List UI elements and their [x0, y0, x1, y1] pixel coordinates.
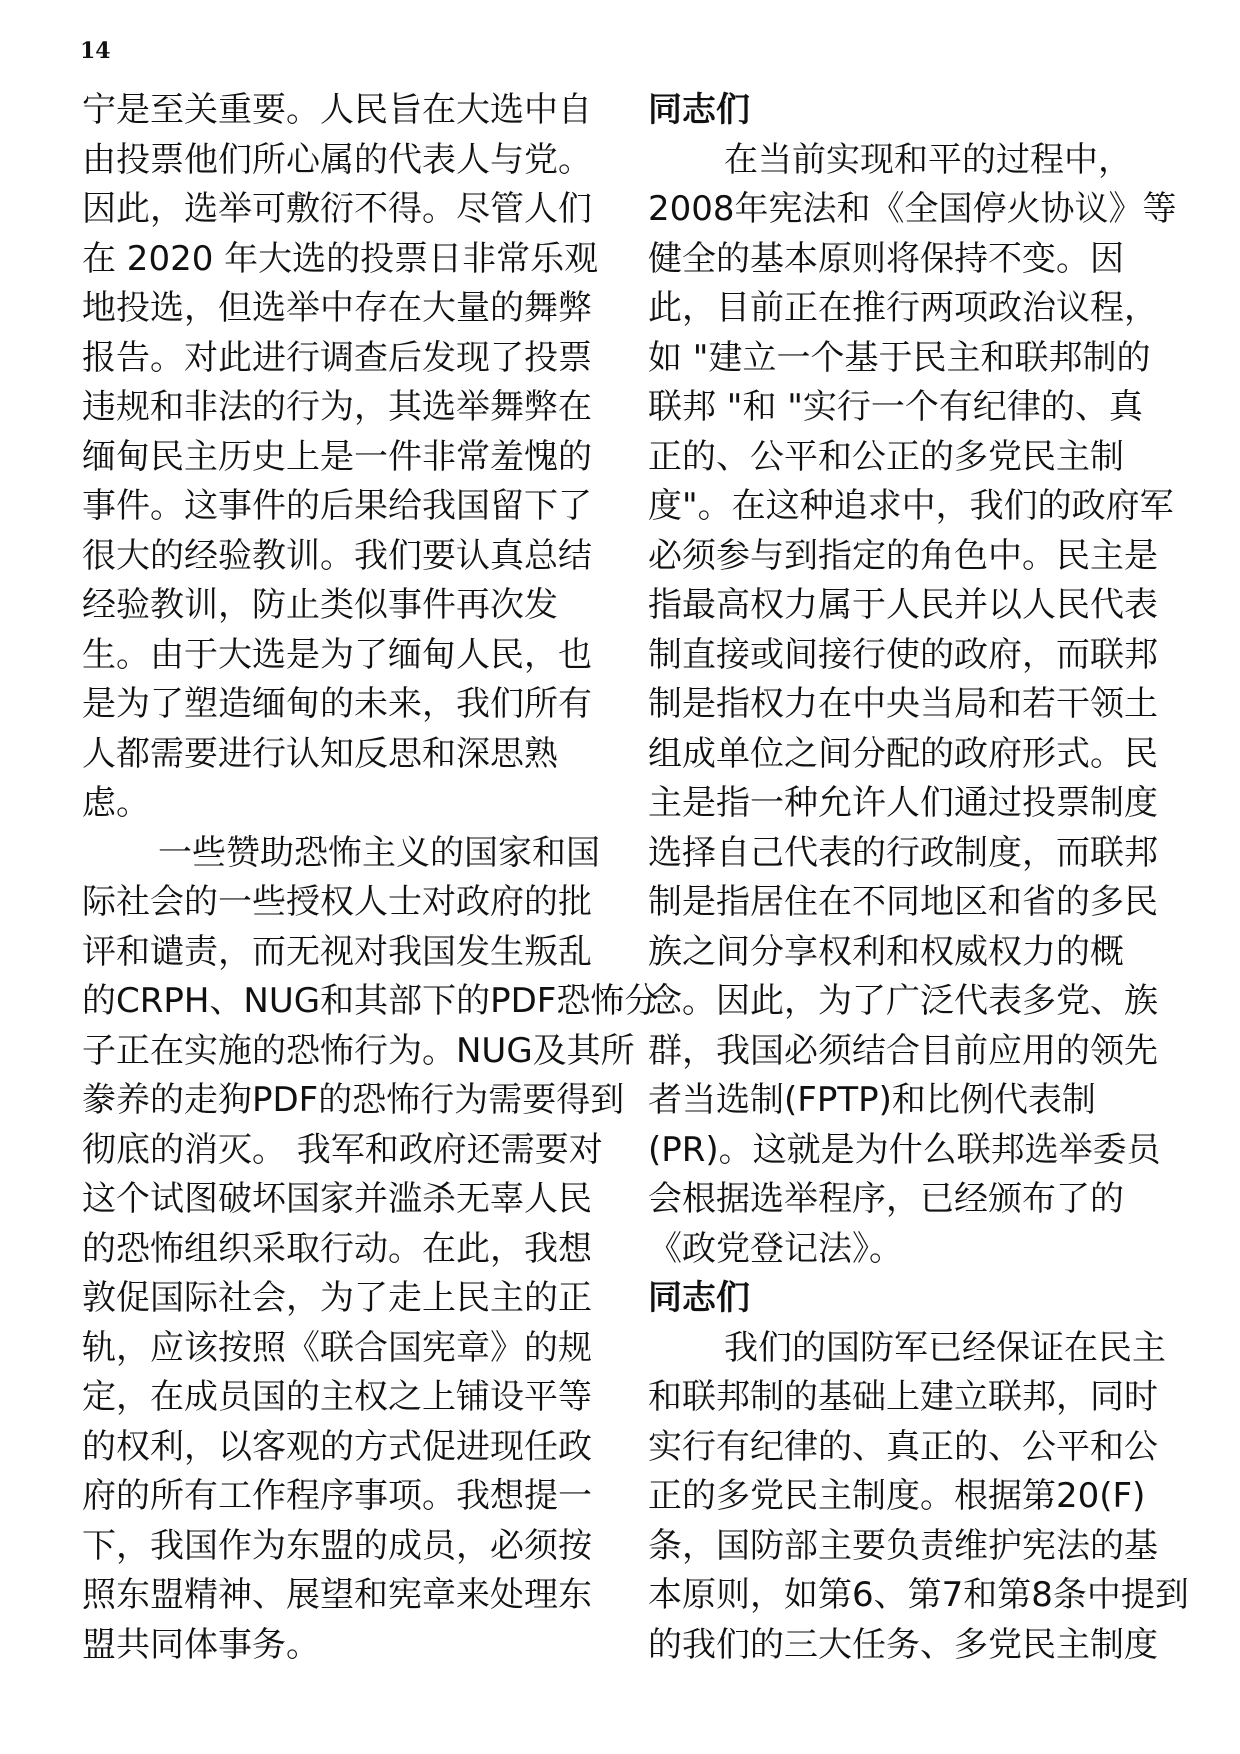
text-line: 是为了塑造缅甸的未来，我们所有: [82, 684, 592, 724]
text-line: 选择自己代表的行政制度，而联邦: [648, 832, 1158, 873]
text-line: 者当选制(FPTP)和比例代表制: [648, 1080, 1096, 1120]
text-line: 联邦 "和 "实行一个有纪律的、真: [648, 387, 1143, 427]
text-line: 违规和非法的行为，其选举舞弊在: [82, 387, 592, 427]
text-line: 的我们的三大任务、多党民主制度: [648, 1624, 1158, 1665]
text-line: 子正在实施的恐怖行为。NUG及其所: [82, 1030, 635, 1071]
paragraph: [648, 1324, 1189, 1671]
paragraph: [82, 829, 659, 1671]
section-heading: 同志们: [648, 90, 750, 130]
text-line: 实行有纪律的、真正的、公平和公: [648, 1426, 1158, 1467]
text-line: 评和谴责，而无视对我国发生叛乱: [82, 931, 592, 972]
text-line: 人都需要进行认知反思和深思熟: [82, 733, 558, 774]
text-line: 地投选，但选举中存在大量的舞弊: [82, 288, 592, 328]
text-line: 主是指一种允许人们通过投票制度: [648, 783, 1158, 823]
text-line: 虑。: [82, 783, 150, 823]
text-line: 因此，选举可敷衍不得。尽管人们: [82, 189, 592, 229]
text-line: 府的所有工作程序事项。我想提一: [82, 1476, 592, 1516]
text-line: 生。由于大选是为了缅甸人民，也: [82, 634, 592, 675]
text-line: 制是指居住在不同地区和省的多民: [648, 882, 1158, 922]
text-line: 的权利，以客观的方式促进现任政: [82, 1426, 592, 1467]
text-line: 制直接或间接行使的政府，而联邦: [648, 634, 1158, 675]
text-line: 群，我国必须结合目前应用的领先: [648, 1030, 1158, 1071]
text-line: 经验教训，防止类似事件再次发: [82, 585, 558, 625]
paragraph: [648, 136, 1177, 1275]
text-line: 豢养的走狗PDF的恐怖行为需要得到: [82, 1080, 625, 1120]
text-line: 我们的国防军已经保证在民主: [724, 1327, 1166, 1368]
text-line: 正的、公平和公正的多党民主制: [648, 436, 1124, 477]
text-line: 指最高权力属于人民并以人民代表: [648, 585, 1158, 625]
text-line: 照东盟精神、展望和宪章来处理东: [82, 1575, 592, 1615]
text-line: 组成单位之间分配的政府形式。民: [648, 733, 1158, 774]
right-column: [648, 86, 1189, 1670]
text-line: 报告。对此进行调查后发现了投票: [82, 337, 592, 378]
text-line: 际社会的一些授权人士对政府的批: [82, 882, 592, 922]
text-line: 《政党登记法》。: [648, 1228, 903, 1269]
text-line: 健全的基本原则将保持不变。因: [648, 238, 1124, 279]
text-line: 和联邦制的基础上建立联邦，同时: [648, 1377, 1158, 1417]
text-line: 本原则，如第6、第7和第8条中提到: [648, 1575, 1189, 1615]
text-line: 敦促国际社会，为了走上民主的正: [82, 1278, 592, 1318]
text-line: 在当前实现和平的过程中，: [724, 139, 1132, 180]
text-line: 一些赞助恐怖主义的国家和国: [158, 832, 600, 873]
text-line: 的恐怖组织采取行动。在此，我想: [82, 1228, 592, 1269]
text-line: 此，目前正在推行两项政治议程，: [648, 288, 1158, 328]
text-line: 条，国防部主要负责维护宪法的基: [648, 1525, 1158, 1566]
text-line: 这个试图破坏国家并滥杀无辜人民: [82, 1179, 592, 1219]
text-line: 必须参与到指定的角色中。民主是: [648, 535, 1158, 576]
text-line: 在 2020 年大选的投票日非常乐观: [82, 238, 599, 279]
text-line: 如 "建立一个基于民主和联邦制的: [648, 337, 1151, 378]
left-column: [82, 86, 659, 1670]
text-line: 制是指权力在中央当局和若干领土: [648, 684, 1158, 724]
text-line: 彻底的消灭。 我军和政府还需要对: [82, 1129, 603, 1170]
section-heading: 同志们: [648, 1278, 750, 1318]
paragraph: [82, 86, 602, 829]
text-line: 会根据选举程序，已经颁布了的: [648, 1179, 1124, 1219]
text-line: 度"。在这种追求中，我们的政府军: [648, 486, 1174, 526]
text-line: 缅甸民主历史上是一件非常羞愧的: [82, 436, 592, 477]
text-line: 念。因此，为了广泛代表多党、族: [648, 981, 1158, 1021]
text-line: 由投票他们所心属的代表人与党。: [82, 139, 592, 180]
text-line: 宁是至关重要。人民旨在大选中自: [82, 90, 592, 130]
page-number: 14: [80, 38, 111, 64]
text-line: 盟共同体事务。: [82, 1624, 320, 1665]
text-line: 正的多党民主制度。根据第20(F): [648, 1476, 1146, 1516]
text-line: 下，我国作为东盟的成员，必须按: [82, 1525, 592, 1566]
text-line: 很大的经验教训。我们要认真总结: [82, 535, 592, 576]
text-line: 2008年宪法和《全国停火协议》等: [648, 189, 1177, 229]
text-line: 定，在成员国的主权之上铺设平等: [82, 1377, 592, 1417]
text-line: 的CRPH、NUG和其部下的PDF恐怖分: [82, 981, 659, 1021]
text-line: 族之间分享权利和权威权力的概: [648, 931, 1124, 972]
text-line: 轨，应该按照《联合国宪章》的规: [82, 1327, 592, 1368]
text-line: 事件。这事件的后果给我国留下了: [82, 486, 592, 526]
text-line: (PR)。这就是为什么联邦选举委员: [648, 1129, 1161, 1170]
